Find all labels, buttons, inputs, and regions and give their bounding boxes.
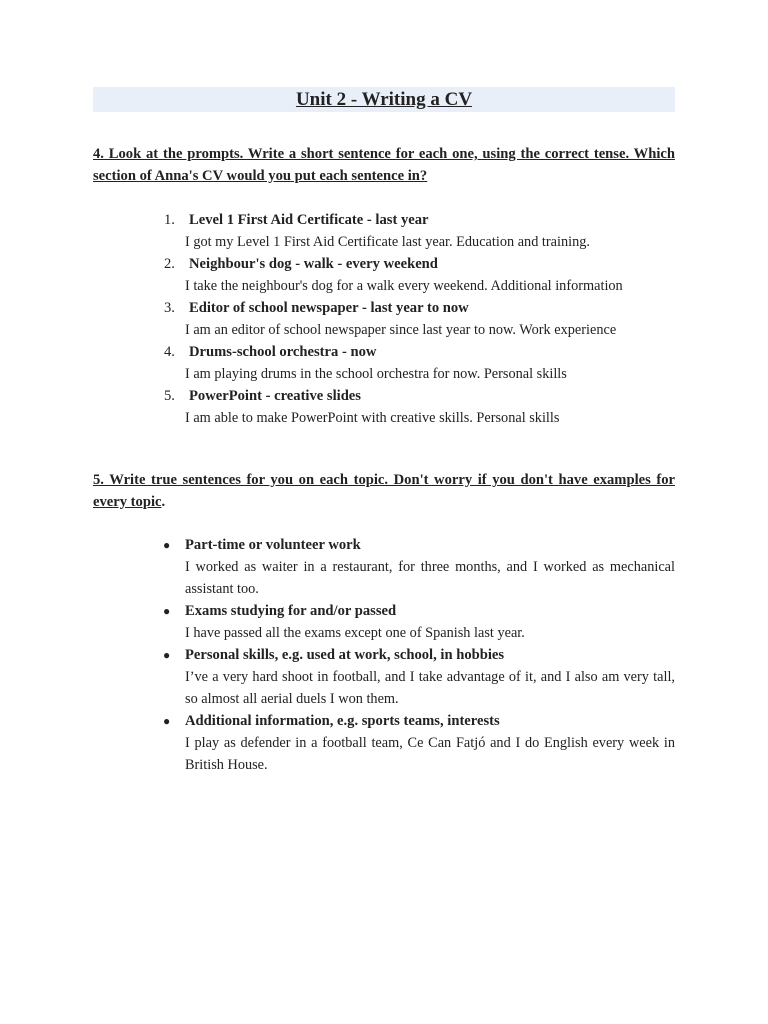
answer-text: I play as defender in a football team, Ce Can Fatjó and I do English every week in British House. <box>185 735 675 773</box>
question-4 <box>93 143 675 187</box>
list-item <box>93 710 675 776</box>
page-title: Unit 2 - Writing a CV <box>295 89 473 110</box>
item-number: 5. <box>164 388 175 404</box>
question-5 <box>93 469 675 513</box>
item-number: 2. <box>164 256 175 272</box>
topic-text: Additional information, e.g. sports teams, interests <box>185 713 500 729</box>
item-number: 4. <box>164 344 175 360</box>
question-5-text: 5. Write true sentences for you on each topic. Don't worry if you don't have examples for every topic <box>93 472 675 510</box>
prompt-text: PowerPoint - creative slides <box>189 388 361 404</box>
prompt-text: Drums-school orchestra - now <box>189 344 377 360</box>
list-item <box>93 209 675 253</box>
bullet-icon: ● <box>163 604 171 618</box>
question-4-text: 4. Look at the prompts. Write a short sentence for each one, using the correct tense. Which section of Anna's CV would you put each sentence in? <box>93 146 675 184</box>
prompt-text: Level 1 First Aid Certificate - last year <box>189 212 429 228</box>
list-item <box>93 341 675 385</box>
bullet-icon: ● <box>163 648 171 662</box>
list-item <box>93 600 675 644</box>
list-item <box>93 385 675 429</box>
item-number: 3. <box>164 300 175 316</box>
bullet-icon: ● <box>163 538 171 552</box>
bullet-icon: ● <box>163 714 171 728</box>
prompt-text: Editor of school newspaper - last year to now <box>189 300 469 316</box>
topic-text: Part-time or volunteer work <box>185 537 361 553</box>
list-item <box>93 644 675 710</box>
topic-text: Personal skills, e.g. used at work, school, in hobbies <box>185 647 505 663</box>
answer-text: I take the neighbour's dog for a walk every weekend. Additional information <box>185 278 623 294</box>
list-item <box>93 253 675 297</box>
answer-text: I have passed all the exams except one of Spanish last year. <box>185 625 525 641</box>
list-item <box>93 534 675 600</box>
answer-text: I am playing drums in the school orchestra for now. Personal skills <box>185 366 567 382</box>
answer-text: I’ve a very hard shoot in football, and I take advantage of it, and I also am very tall, so almost all aerial duels I won them. <box>185 669 675 707</box>
answer-text: I am able to make PowerPoint with creative skills. Personal skills <box>185 410 560 426</box>
list-item <box>93 297 675 341</box>
prompt-list <box>93 209 675 429</box>
answer-text: I am an editor of school newspaper since last year to now. Work experience <box>185 322 617 338</box>
topic-text: Exams studying for and/or passed <box>185 603 397 619</box>
title-bar <box>93 87 675 112</box>
prompt-text: Neighbour's dog - walk - every weekend <box>189 256 438 272</box>
answer-text: I got my Level 1 First Aid Certificate last year. Education and training. <box>185 234 590 250</box>
item-number: 1. <box>164 212 175 228</box>
topic-list <box>93 534 675 776</box>
document-page <box>93 87 675 776</box>
answer-text: I worked as waiter in a restaurant, for three months, and I worked as mechanical assistant too. <box>185 559 675 597</box>
question-5-period: . <box>161 494 166 510</box>
